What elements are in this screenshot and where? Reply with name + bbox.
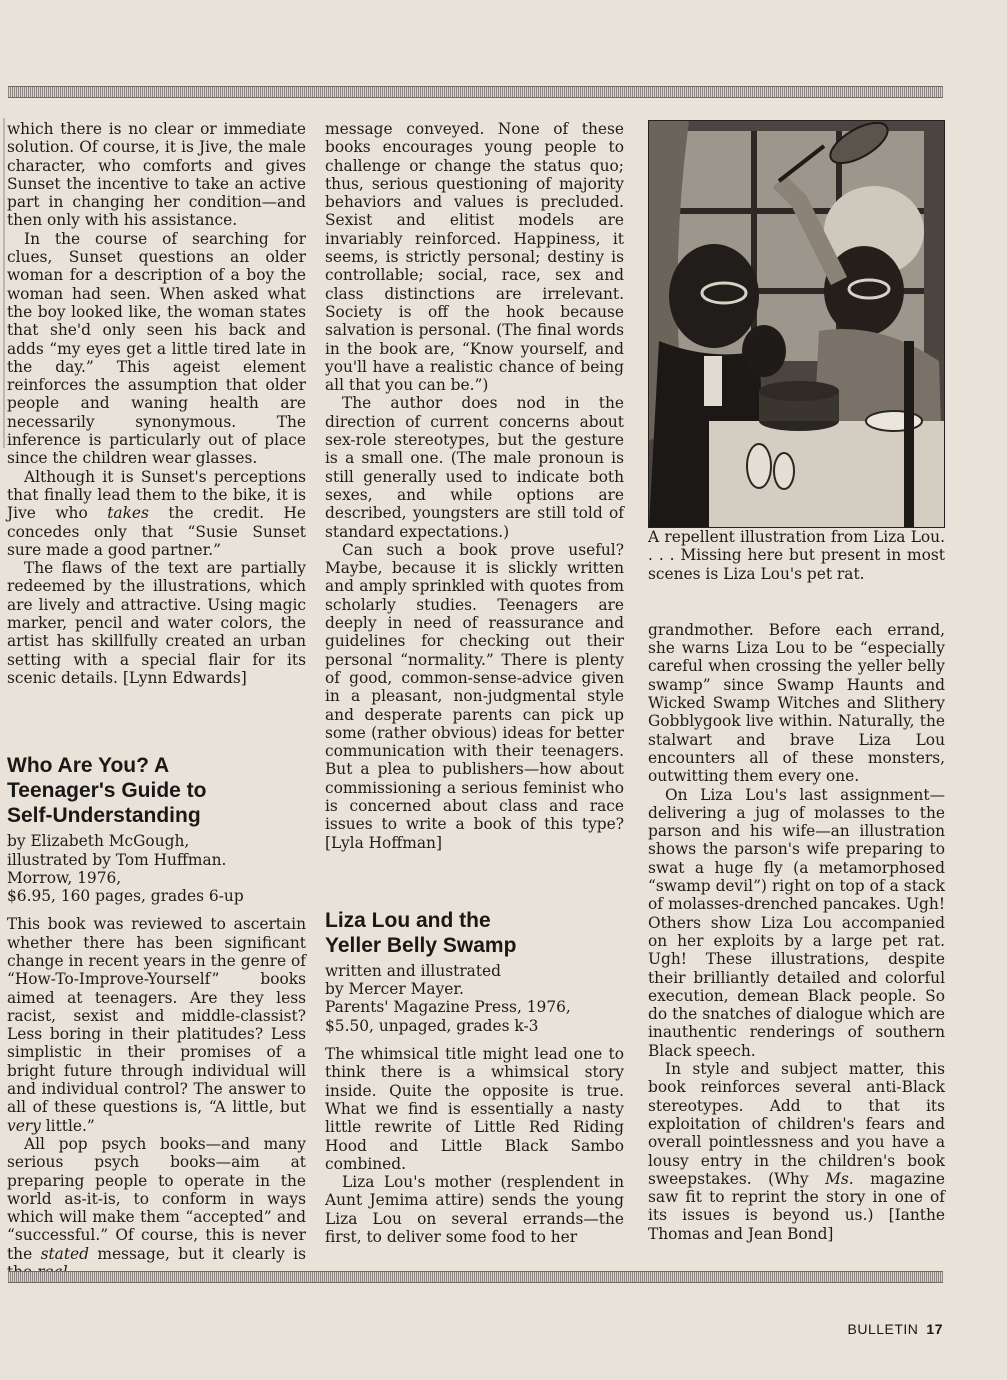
book-illustration <box>648 120 945 528</box>
review-title: Who Are You? A Teenager's Guide to Self-Understanding <box>7 754 207 828</box>
paragraph: The author does nod in the direction of current concerns about sex-role stereotypes, but the gesture is a small one. (The male pronoun is still generally used to indicate both sexes, and while options are described, youngsters are still told of standard expectations.) <box>325 394 624 541</box>
review-credits: by Elizabeth McGough, illustrated by Tom Huffman. Morrow, 1976, $6.95, 160 pages, grades 6-up <box>7 832 244 906</box>
paragraph: On Liza Lou's last assignment—delivering a jug of molasses to the parson and his wife—an illustration shows the parson's wife preparing to swat a huge fly (a metamorphosed “swamp devil”) right on top of a stack of molasses-drenched pancakes. Ugh! Others show Liza Lou accompanied on her exploits by a large pet rat. Ugh! These illustrations, despite their brilliantly detailed and colorful execution, demean Black people. So do the snatches of dialogue which are inauthentic renderings of southern Black speech. <box>648 785 945 1060</box>
publication-name: BULLETIN <box>847 1321 919 1337</box>
paragraph: All pop psych books—and many serious psych books—aim at preparing people to operate in the world as-it-is, to conform in ways which will make them “accepted” and “successful.” Of course, this is never the stated message, but it clearly is <box>7 1134 306 1263</box>
paragraph: In the course of searching for clues, Sunset questions an older woman for a description of a boy the woman had seen. When asked what the boy looked like, the woman states that she'd only seen his back and adds “my eyes get a little tired late in the day.” This ageist element reinforces the assumption that older people and waning health are necessarily synonymous. The inference is particularly out of place since the children wear glasses. <box>7 229 306 468</box>
paragraph: Can such a book prove useful? Maybe, because it is slickly written and amply sprinkled with quotes from scholarly studies. Teenagers are deeply in need of reassurance and guidelines for checking out their personal “normality.” There is plenty of good, common-sense-advice given in a pleasant, non-judgmental style and desperate parents can pick up some (rather obvious) ideas for better communication with their teenagers. But a plea to publishers—how about commissioning a serious feminist who is concerned about class and race issues to write a book of this type? [Lyla Hoffman] <box>325 540 624 852</box>
column-2 <box>325 120 624 1246</box>
top-rule <box>8 86 943 98</box>
paragraph: The whimsical title might lead one to think there is a whimsical story inside. Quite the opposite is true. What we find is essentially a nasty little rewrite of Little Red Riding Hood and Little Black Sambo combined. <box>325 1045 624 1173</box>
bottom-rule <box>8 1271 943 1283</box>
column-1 <box>7 120 306 1281</box>
margin-mark <box>3 118 5 448</box>
paragraph: The flaws of the text are partially redeemed by the illustrations, which are lively and attractive. Using magic marker, pencil and water colors, the artist has skillfully created an urban setting with a special flair for its scenic details. [Lynn Edwards] <box>7 559 306 687</box>
page-number: 17 <box>926 1321 943 1337</box>
page-footer <box>848 1321 944 1337</box>
paragraph: This book was reviewed to ascertain whether there has been significant change in recent years in the genre of “How-To-Improve-Yourself” books aimed at teenagers. Are they less racist, sexist and middle-classist? Less boring in their platitudes? Less simplistic in their promises of a bright future through individual will and individual control? The answer to all of these questions is, “A little, but very little.” <box>7 915 306 1135</box>
review-credits: written and illustrated by Mercer Mayer. Parents' Magazine Press, 1976, $5.50, unpaged, grades k-3 <box>325 961 571 1035</box>
paragraph: Liza Lou's mother (resplendent in Aunt Jemima attire) sends the young Liza Lou on several errands—the first, to deliver some food to her <box>325 1173 624 1247</box>
review-title: Liza Lou and the Yeller Belly Swamp <box>325 908 517 957</box>
paragraph: Although it is Sunset's perceptions that finally lead them to the bike, it is Jive who takes the credit. He concedes only that “Susie Sunset sure made a good partner.” <box>7 467 306 559</box>
paragraph: which there is no clear or immediate solution. Of course, it is Jive, the male character, who comforts and gives Sunset the incentive to take an active part in changing her condition—and then only with his assistance. <box>7 120 306 230</box>
column-3 <box>648 120 945 1243</box>
illustration-caption: A repellent illustration from Liza Lou. . . . Missing here but present in most scenes is Liza Lou's pet rat. <box>648 528 945 583</box>
paragraph: grandmother. Before each errand, she warns Liza Lou to be “especially careful when crossing the yeller belly swamp” since Swamp Haunts and Wicked Swamp Witches and Slithery Gobblygook live within. Naturally, the stalwart and brave Liza Lou encounters all of these monsters, outwitting them every one. <box>648 620 945 786</box>
paragraph: message conveyed. None of these books encourages young people to challenge or change the status quo; thus, serious questioning of majority behaviors and values is precluded. Sexist and elitist models are invariably reinforced. Happiness, it seems, is strictly personal; destiny is controllable; social, race, sex and class distinctions are irrelevant. Society is off the hook because salvation is personal. (The final words in the book are, “Know yourself, and you'll have a realistic chance of being all that you can be.”) <box>325 120 624 395</box>
paragraph: In style and subject matter, this book reinforces several anti-Black stereotypes. Add to that its exploitation of children's fears and overall pointlessness and you have a lousy entry in the children's book sweepstakes. (Why Ms. magazine saw fit to reprint the story in one of its issues is beyond us.) [Ianthe Thomas and Jean Bond] <box>648 1060 945 1243</box>
